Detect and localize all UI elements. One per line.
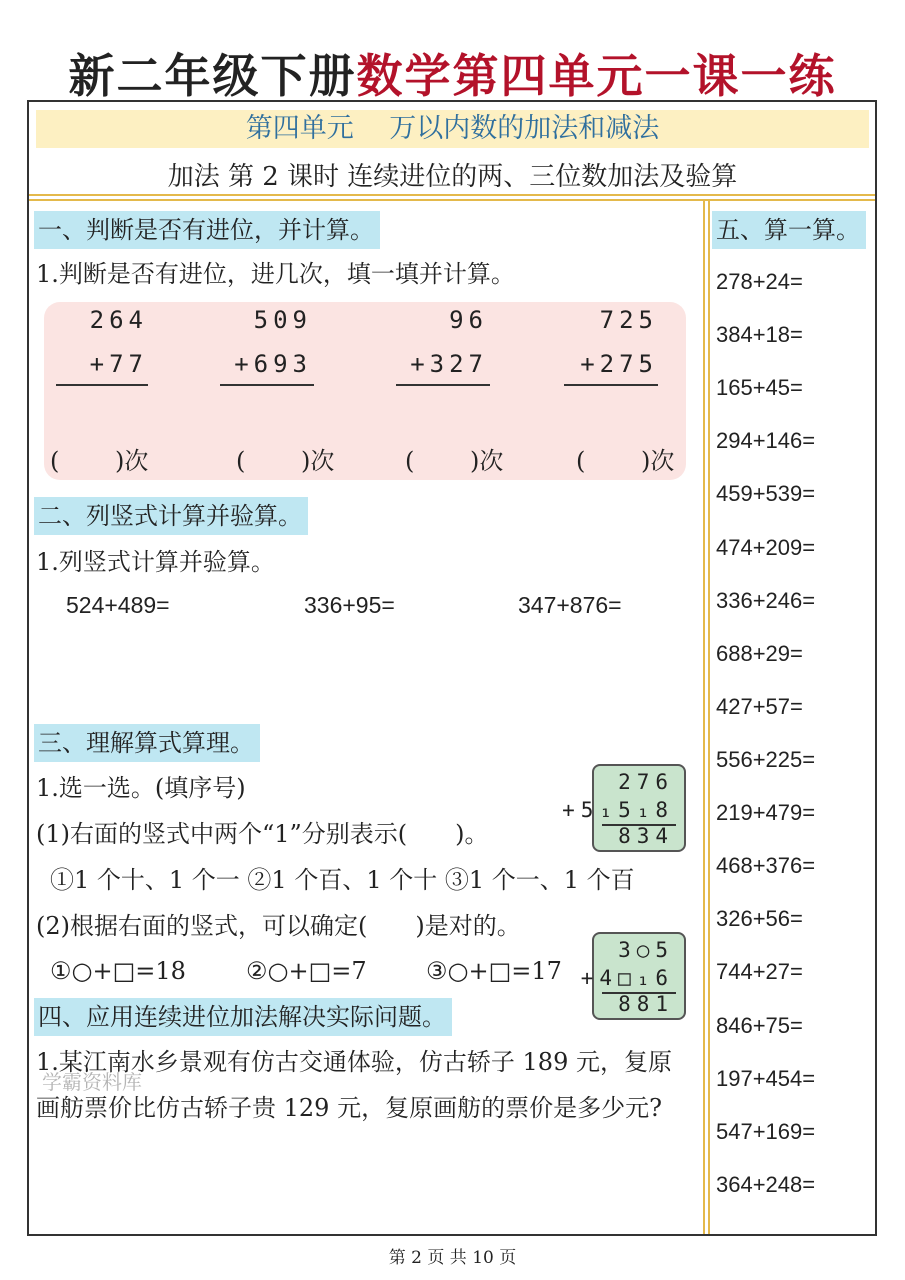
calc-item: 468+376= [716,853,816,878]
problem-top: 96 [449,306,488,334]
header-rule [29,194,875,196]
section1-question: 1.判断是否有进位，进几次，填一填并计算。 [36,260,515,288]
calc-item: 547+169= [716,1119,816,1144]
page-number: 第 2 页 共 10 页 [388,1248,517,1268]
card-row: +4□₁6 [580,966,674,990]
section4-heading: 四、应用连续进位加法解决实际问题。 [34,998,452,1036]
card-row: +5₁5₁8 [562,798,674,822]
vertical-calc-card [580,932,686,1020]
column-divider [708,199,710,1234]
title-subject: 数学第四单元一课一练 [356,49,837,103]
title-grade: 新二年级下册 [68,49,357,103]
carry-count-blank[interactable]: ( )次 [236,447,335,475]
calc-item: 556+225= [716,747,816,772]
header-rule [29,199,875,201]
subquestion-2-option: ①○+□=18 [50,957,186,985]
calc-item: 165+45= [716,375,803,400]
watermark: 学霸资料库 [42,1070,142,1094]
problem-underline [56,384,148,386]
problem-bottom: +693 [234,350,312,378]
card-row: 834 [618,824,674,848]
subquestion-2-option: ③○+□=17 [426,957,562,985]
section2-question: 1.列竖式计算并验算。 [36,548,275,576]
card-row: 881 [618,992,674,1016]
calc-item: 294+146= [716,428,816,453]
calc-item: 326+56= [716,906,803,931]
section3-subquestion-1: (1)右面的竖式中两个“1”分别表示( )。 [36,820,489,848]
problem-underline [564,384,658,386]
carry-count-blank[interactable]: ( )次 [50,447,149,475]
section3-heading: 三、理解算式算理。 [34,724,260,762]
problem-top: 264 [89,306,148,334]
calc-item: 364+248= [716,1172,816,1197]
calc-item: 459+539= [716,481,816,506]
written-calc-item: 336+95= [304,592,395,618]
calc-item: 846+75= [716,1013,803,1038]
carry-count-blank[interactable]: ( )次 [405,447,504,475]
vertical-calc-card [562,764,686,852]
written-calc-item: 347+876= [518,592,622,618]
calc-item: 474+209= [716,535,816,560]
calc-item: 278+24= [716,269,803,294]
unit-banner: 第四单元 万以内数的加法和减法 [36,110,869,148]
carry-count-blank[interactable]: ( )次 [576,447,675,475]
written-calc-item: 524+489= [66,592,170,618]
calc-item: 384+18= [716,322,803,347]
problem-bottom: +77 [89,350,148,378]
problem-underline [220,384,314,386]
word-problem-line: 1.某江南水乡景观有仿古交通体验，仿古轿子 189 元，复原 [36,1048,672,1076]
section1-heading: 一、判断是否有进位，并计算。 [34,211,380,249]
problem-top: 509 [253,306,312,334]
calc-item: 336+246= [716,588,816,613]
problem-underline [396,384,490,386]
section3-question: 1.选一选。(填序号) [36,774,246,802]
subquestion-1-options: ①1 个十、1 个一 ②1 个百、1 个十 ③1 个一、1 个百 [50,866,635,894]
word-problem-line: 画舫票价比仿古轿子贵 129 元，复原画舫的票价是多少元? [36,1094,662,1122]
problem-bottom: +275 [580,350,658,378]
section2-heading: 二、列竖式计算并验算。 [34,497,308,535]
calc-item: 197+454= [716,1066,816,1091]
calc-item: 688+29= [716,641,803,666]
column-divider [703,199,705,1234]
calc-item: 744+27= [716,959,803,984]
calc-item: 219+479= [716,800,816,825]
card-row: 3○5 [618,938,674,962]
calc-item: 427+57= [716,694,803,719]
page-title [0,40,905,106]
problem-bottom: +327 [410,350,488,378]
lesson-title: 加法 第 2 课时 连续进位的两、三位数加法及验算 [167,162,738,192]
section3-subquestion-2: (2)根据右面的竖式，可以确定( )是对的。 [36,912,521,940]
section5-heading: 五、算一算。 [712,211,866,249]
card-row: 276 [618,770,674,794]
problem-top: 725 [599,306,658,334]
subquestion-2-option: ②○+□=7 [246,957,367,985]
